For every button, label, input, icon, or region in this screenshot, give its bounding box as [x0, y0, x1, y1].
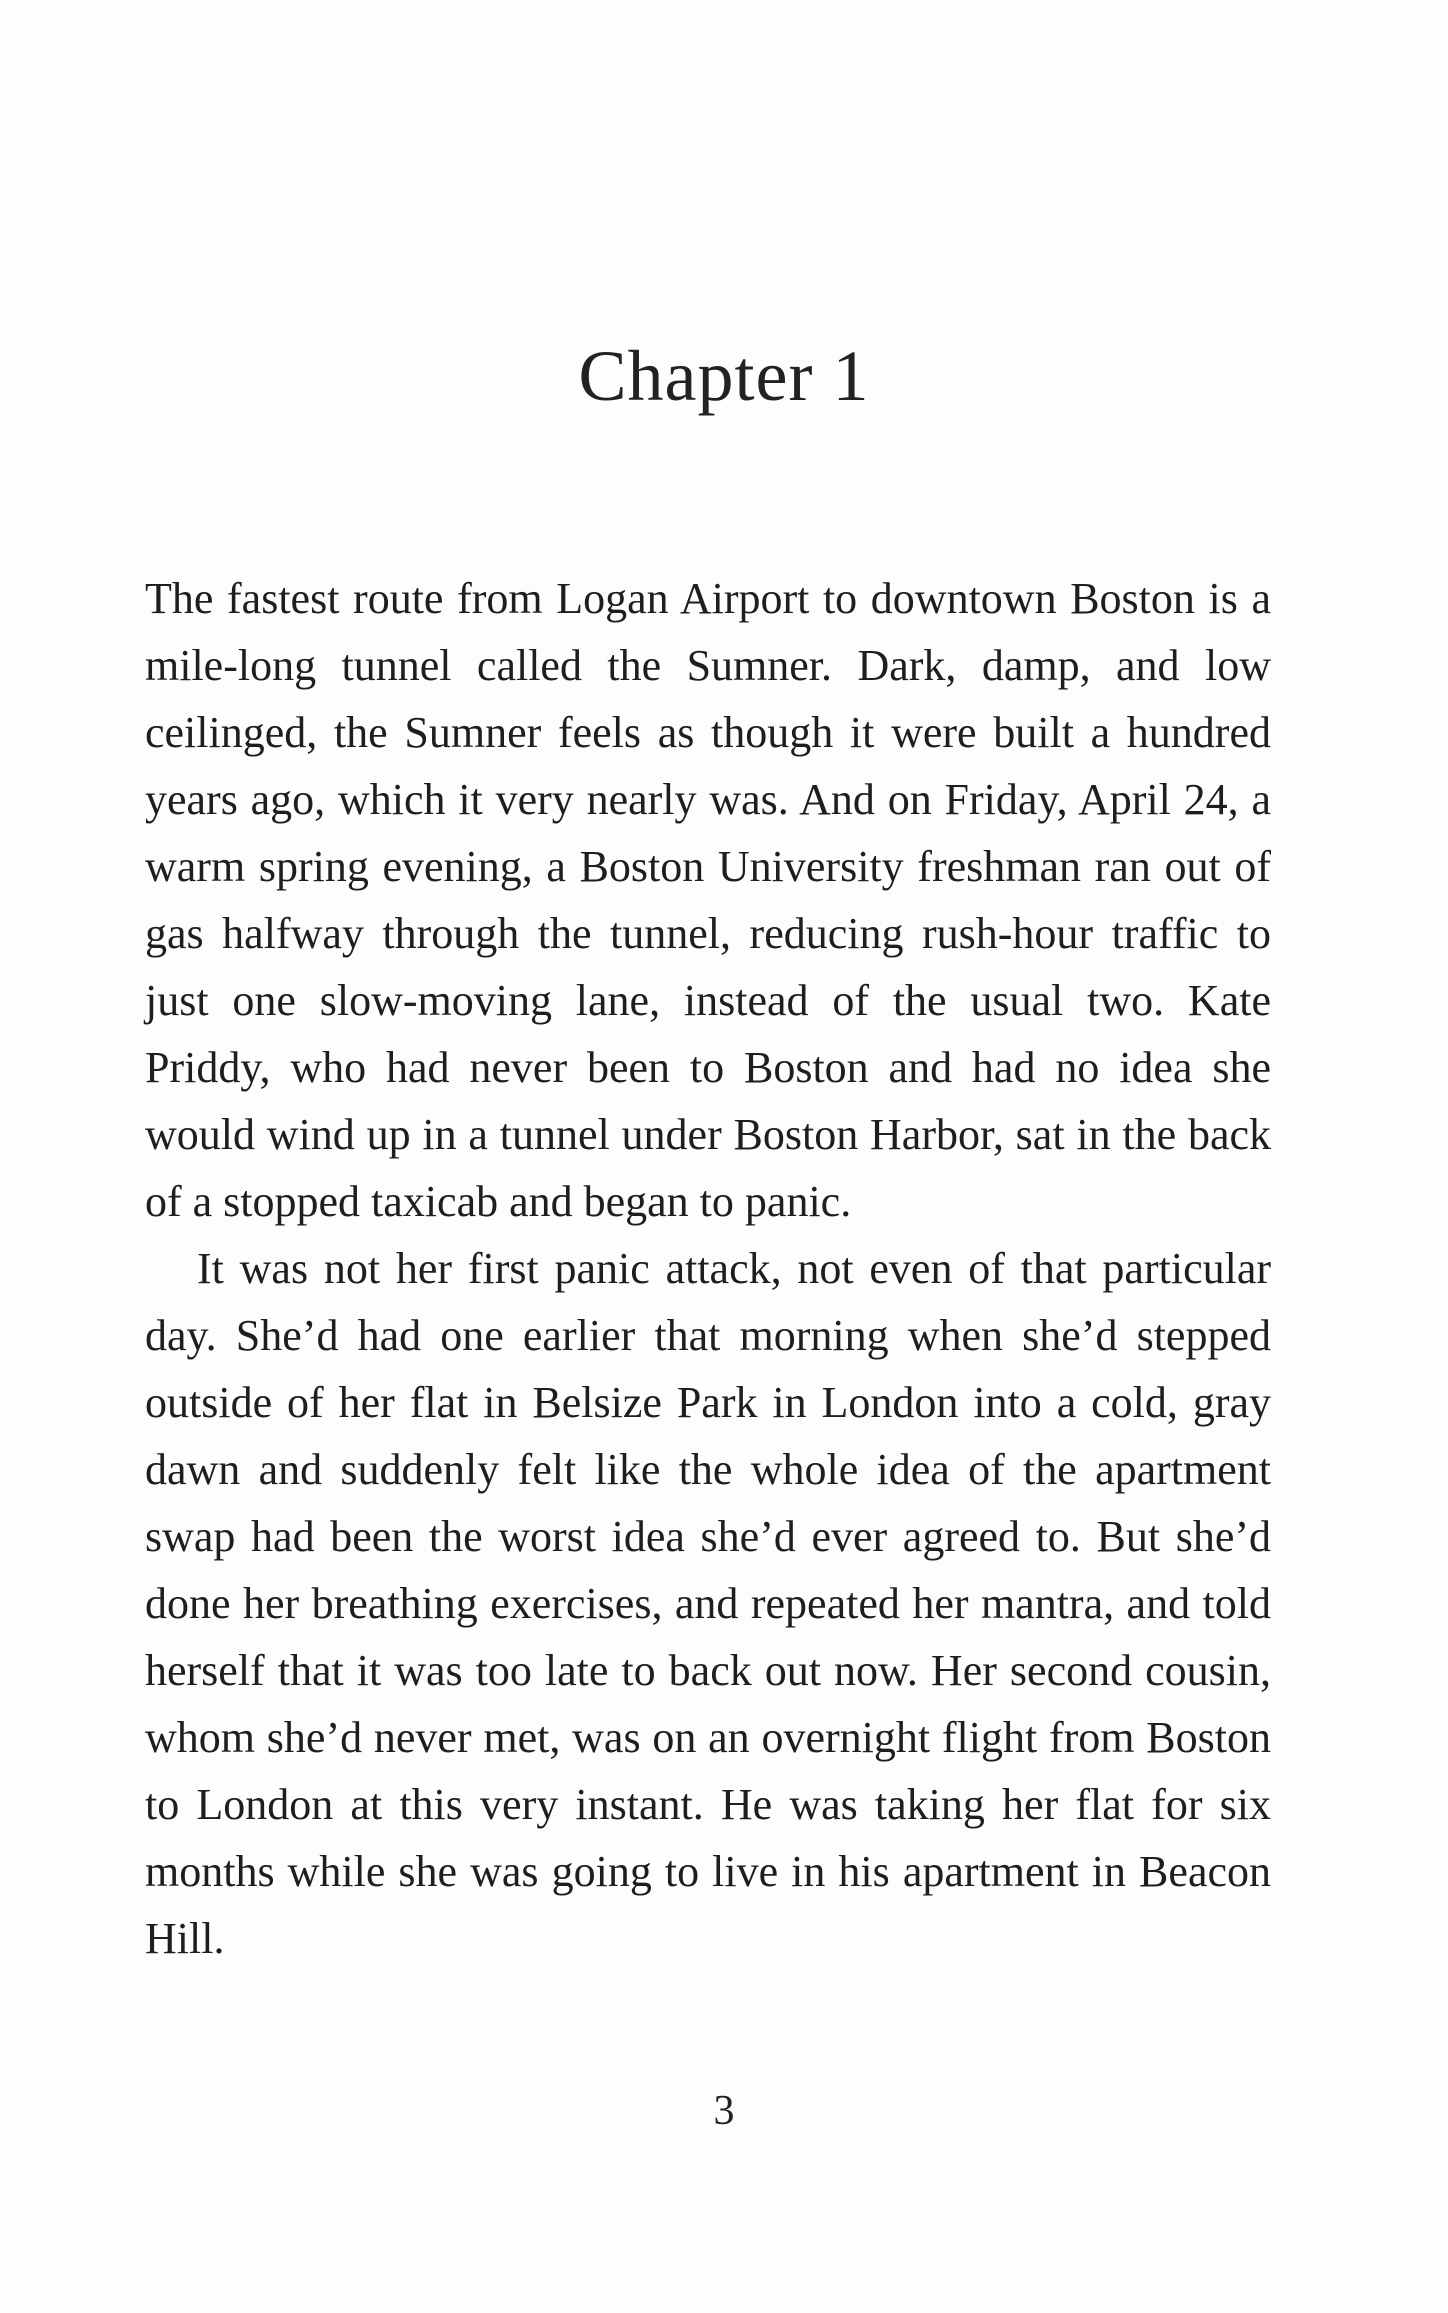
- paragraph-1: The fastest route from Logan Airport to downtown Boston is a mile-long tunnel called the Sumner. Dark, damp, and low ceilinged, the Sumner feels as though it were built a hundred years ago, which it very nearly was. And on Friday, April 24, a warm spring evening, a Boston University freshman ran out of gas halfway through the tunnel, reducing rush-hour traffic to just one slow-moving lane, instead of the usual two. Kate Priddy, who had never been to Boston and had no idea she would wind up in a tunnel under Boston Harbor, sat in the back of a stopped taxicab and began to panic.: [145, 574, 1271, 1226]
- page-number: 3: [713, 2088, 735, 2134]
- paragraph-2: It was not her first panic attack, not even of that particular day. She’d had one earlier that morning when she’d stepped outside of her flat in Belsize Park in London into a cold, gray dawn and suddenly felt like the whole idea of the apartment swap had been the worst idea she’d ever agreed to. But she’d done her breathing exercises, and repeated her mantra, and told herself that it was too late to back out now. Her second cousin, whom she’d never met, was on an overnight flight from Boston to London at this very instant. He was taking her flat for six months while she was going to live in his apartment in Beacon Hill.: [145, 1244, 1271, 1963]
- body-text: [145, 565, 1271, 1972]
- chapter-title: Chapter 1: [578, 336, 870, 416]
